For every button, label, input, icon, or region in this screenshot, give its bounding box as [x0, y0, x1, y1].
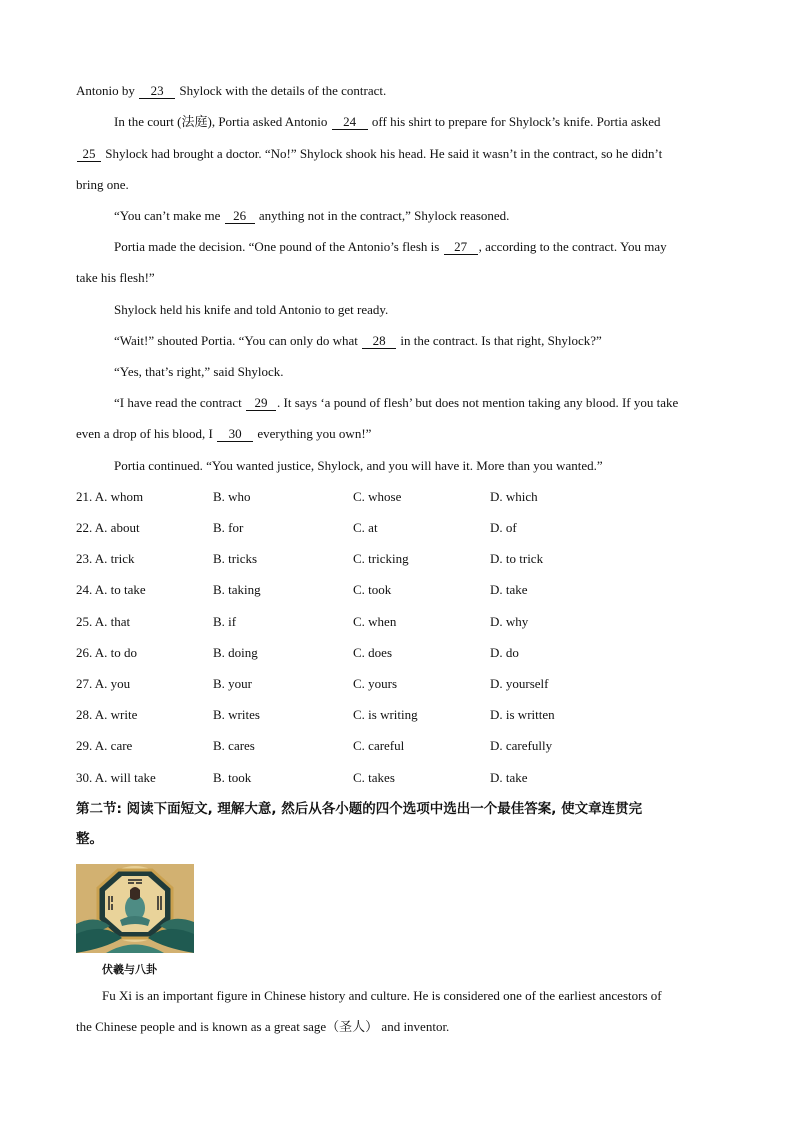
passage-line: [114, 238, 667, 256]
passage-line: [114, 363, 283, 381]
passage-text: Shylock held his knife and told Antonio to get ready.: [114, 302, 389, 317]
blank-23: 23: [139, 84, 175, 99]
option-d: D. which: [490, 489, 538, 504]
passage-line: [114, 301, 388, 319]
option-c: C. yours: [353, 676, 398, 691]
section-heading-continued: 整。: [76, 831, 103, 847]
option-b: B. who: [213, 489, 251, 504]
option-d: D. take: [490, 582, 528, 597]
passage-text: Shylock had brought a doctor. “No!” Shylock shook his head. He said it wasn’t in the contract, so he didn’t: [102, 146, 663, 161]
option-b: B. your: [213, 676, 252, 691]
passage-text: bring one.: [76, 177, 129, 192]
paragraph-line: the Chinese people and is known as a great sage（圣人） and inventor.: [76, 1019, 450, 1034]
blank-25: 25: [77, 147, 101, 162]
passage-line: [76, 269, 155, 287]
option-c: C. careful: [353, 738, 405, 753]
option-c: C. tricking: [353, 551, 409, 566]
passage-line: [114, 394, 678, 412]
illustration-caption: 伏羲与八卦: [102, 963, 157, 976]
option-d: D. yourself: [490, 676, 549, 691]
option-d: D. carefully: [490, 738, 553, 753]
option-d: D. take: [490, 770, 528, 785]
blank-26: 26: [225, 209, 255, 224]
fuxi-bagua-illustration: [76, 864, 194, 953]
passage-line: [114, 332, 602, 350]
passage-text: , according to the contract. You may: [478, 239, 667, 254]
passage-text: “I have read the contract: [114, 395, 246, 410]
option-b: B. doing: [213, 645, 258, 660]
option-b: B. writes: [213, 707, 260, 722]
option-c: C. took: [353, 582, 392, 597]
option-a: 29. A. care: [76, 738, 133, 753]
passage-text: “Wait!” shouted Portia. “You can only do what: [114, 333, 362, 348]
blank-29: 29: [246, 396, 276, 411]
section-heading: 第二节: 阅读下面短文, 理解大意, 然后从各小题的四个选项中选出一个最佳答案, 使文章连贯完: [76, 801, 643, 817]
option-d: D. of: [490, 520, 517, 535]
option-a: 26. A. to do: [76, 645, 138, 660]
passage-line: [114, 113, 660, 131]
option-a: 27. A. you: [76, 676, 131, 691]
option-c: C. does: [353, 645, 392, 660]
option-b: B. tricks: [213, 551, 258, 566]
passage-line: [114, 207, 509, 225]
passage-text: Portia continued. “You wanted justice, Shylock, and you will have it. More than you wanted.”: [114, 458, 603, 473]
blank-30: 30: [217, 427, 253, 442]
passage-text: everything you own!”: [254, 426, 372, 441]
blank-24: 24: [332, 115, 368, 130]
passage-line: [76, 425, 371, 443]
option-c: C. when: [353, 614, 397, 629]
option-c: C. whose: [353, 489, 402, 504]
paragraph-line: Fu Xi is an important figure in Chinese history and culture. He is considered one of the earliest ancestors of: [102, 988, 662, 1003]
option-d: D. do: [490, 645, 519, 660]
option-a: 22. A. about: [76, 520, 140, 535]
passage-text: “You can’t make me: [114, 208, 224, 223]
option-b: B. cares: [213, 738, 255, 753]
passage-text: in the contract. Is that right, Shylock?”: [397, 333, 602, 348]
option-a: 25. A. that: [76, 614, 131, 629]
passage-text: Shylock with the details of the contract.: [176, 83, 387, 98]
passage-text: Antonio by: [76, 83, 139, 98]
passage-text: off his shirt to prepare for Shylock’s knife. Portia asked: [368, 114, 661, 129]
option-b: B. took: [213, 770, 252, 785]
option-d: D. is written: [490, 707, 555, 722]
passage-line: [76, 176, 129, 194]
option-b: B. if: [213, 614, 237, 629]
passage-line: [76, 145, 662, 163]
passage-text: . It says ‘a pound of flesh’ but does not mention taking any blood. If you take: [277, 395, 679, 410]
option-c: C. is writing: [353, 707, 418, 722]
passage-line: [114, 457, 603, 475]
option-a: 24. A. to take: [76, 582, 146, 597]
option-d: D. to trick: [490, 551, 544, 566]
option-c: C. takes: [353, 770, 395, 785]
passage-text: even a drop of his blood, I: [76, 426, 217, 441]
option-b: B. taking: [213, 582, 261, 597]
option-a: 21. A. whom: [76, 489, 144, 504]
option-a: 23. A. trick: [76, 551, 135, 566]
option-c: C. at: [353, 520, 378, 535]
blank-27: 27: [444, 240, 478, 255]
passage-text: take his flesh!”: [76, 270, 155, 285]
passage-line: [76, 82, 386, 100]
passage-text: “Yes, that’s right,” said Shylock.: [114, 364, 284, 379]
passage-text: In the court (法庭), Portia asked Antonio: [114, 114, 331, 129]
option-d: D. why: [490, 614, 529, 629]
passage-text: anything not in the contract,” Shylock reasoned.: [255, 208, 510, 223]
passage-text: Portia made the decision. “One pound of the Antonio’s flesh is: [114, 239, 443, 254]
option-a: 30. A. will take: [76, 770, 156, 785]
blank-28: 28: [362, 334, 396, 349]
option-a: 28. A. write: [76, 707, 138, 722]
option-b: B. for: [213, 520, 244, 535]
